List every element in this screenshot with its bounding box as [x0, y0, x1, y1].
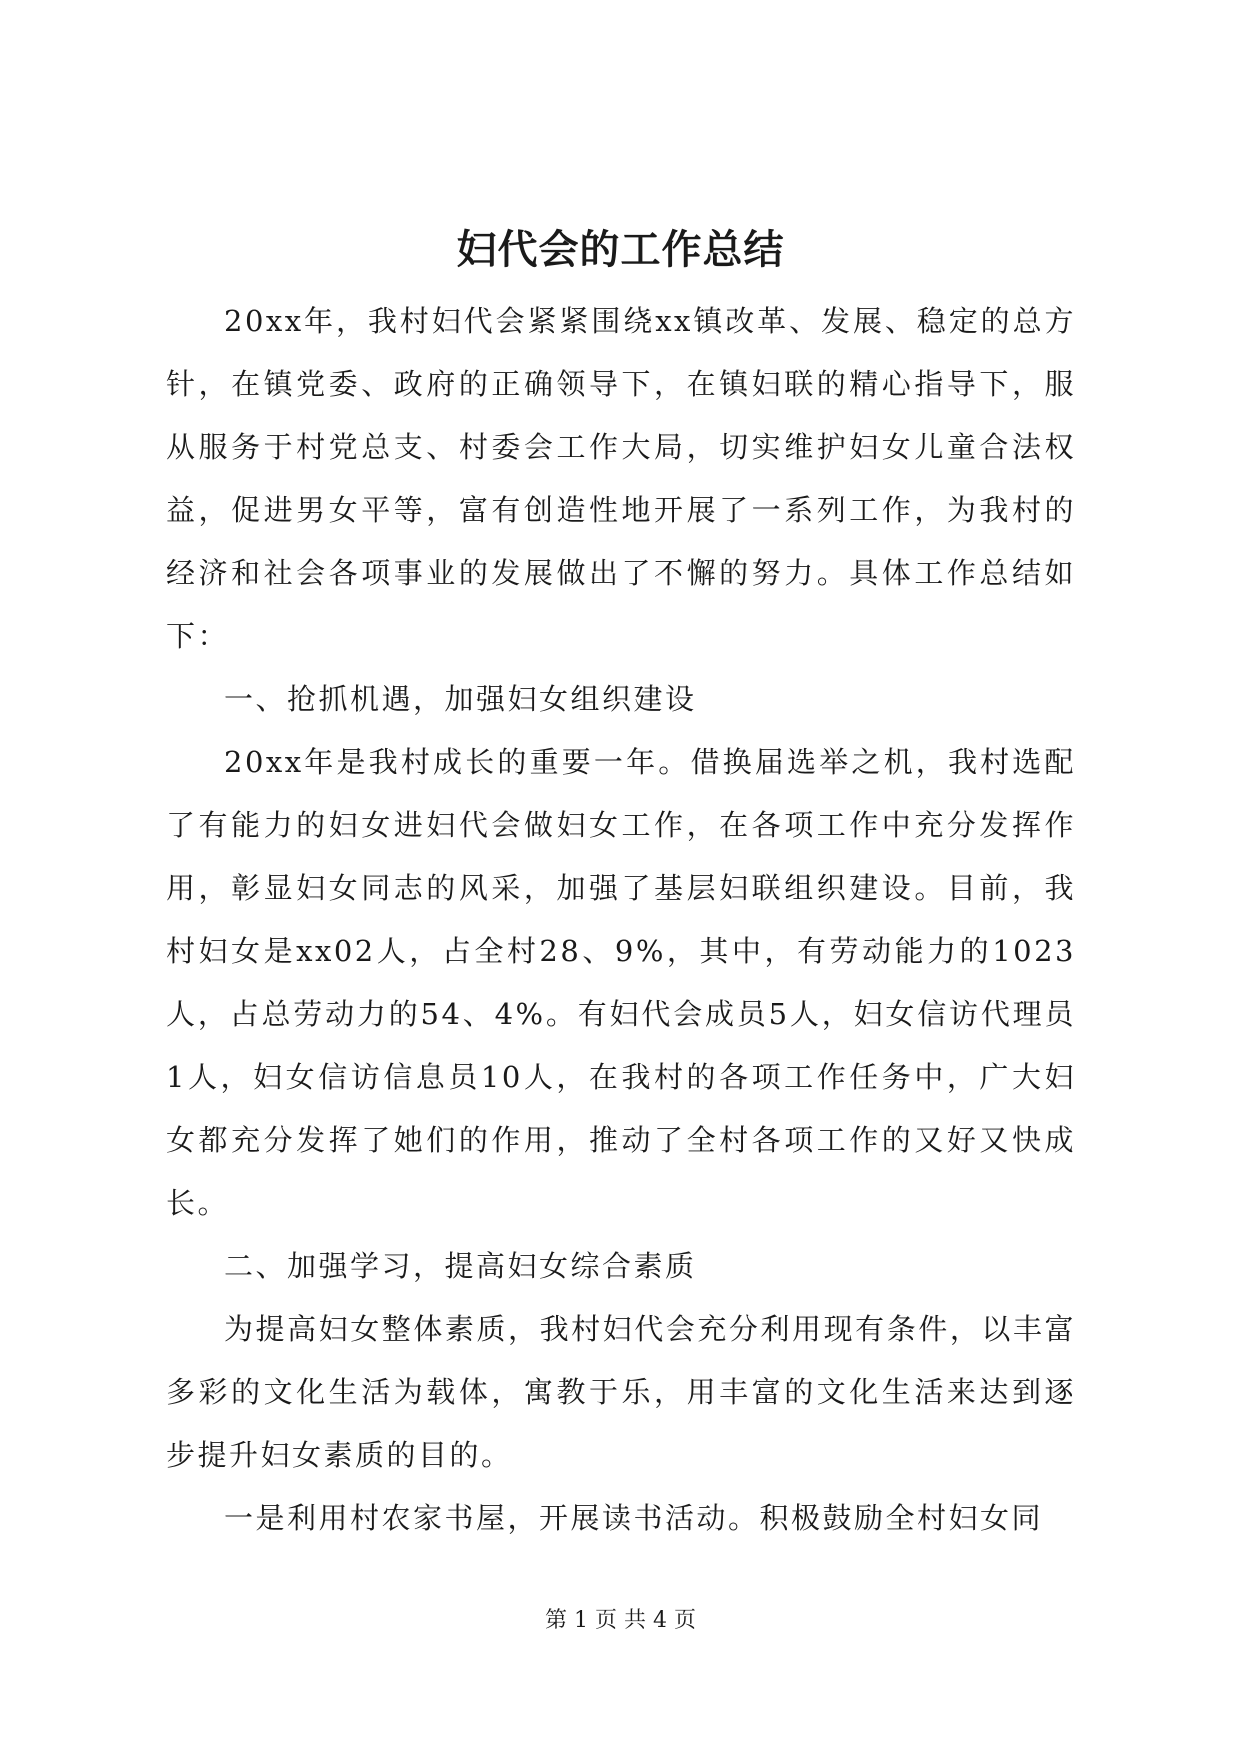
document-body: [166, 290, 1076, 1550]
section-1-paragraph: 20xx年是我村成长的重要一年。借换届选举之机，我村选配了有能力的妇女进妇代会做妇女工作，在各项工作中充分发挥作用，彰显妇女同志的风采，加强了基层妇联组织建设。目前，我村妇女是xx02人，占全村28、9%，其中，有劳动能力的1023人，占总劳动力的54、4%。有妇代会成员5人，妇女信访代理员1人，妇女信访信息员10人，在我村的各项工作任务中，广大妇女都充分发挥了她们的作用，推动了全村各项工作的又好又快成长。: [166, 745, 1076, 1220]
section-2-paragraph: 为提高妇女整体素质，我村妇代会充分利用现有条件，以丰富多彩的文化生活为载体，寓教于乐，用丰富的文化生活来达到逐步提升妇女素质的目的。: [166, 1312, 1076, 1472]
section-2-item-1-paragraph: 一是利用村农家书屋，开展读书活动。积极鼓励全村妇女同: [224, 1501, 1044, 1535]
document-title: 妇代会的工作总结: [456, 226, 785, 273]
section-heading-1: 一、抢抓机遇，加强妇女组织建设: [224, 682, 697, 716]
intro-paragraph: 20xx年，我村妇代会紧紧围绕xx镇改革、发展、稳定的总方针，在镇党委、政府的正确领导下，在镇妇联的精心指导下，服从服务于村党总支、村委会工作大局，切实维护妇女儿童合法权益，促进男女平等，富有创造性地开展了一系列工作，为我村的经济和社会各项事业的发展做出了不懈的努力。具体工作总结如下：: [166, 304, 1076, 653]
page-number-footer: 第 1 页 共 4 页: [545, 1608, 696, 1633]
section-heading-2: 二、加强学习，提高妇女综合素质: [224, 1249, 697, 1283]
